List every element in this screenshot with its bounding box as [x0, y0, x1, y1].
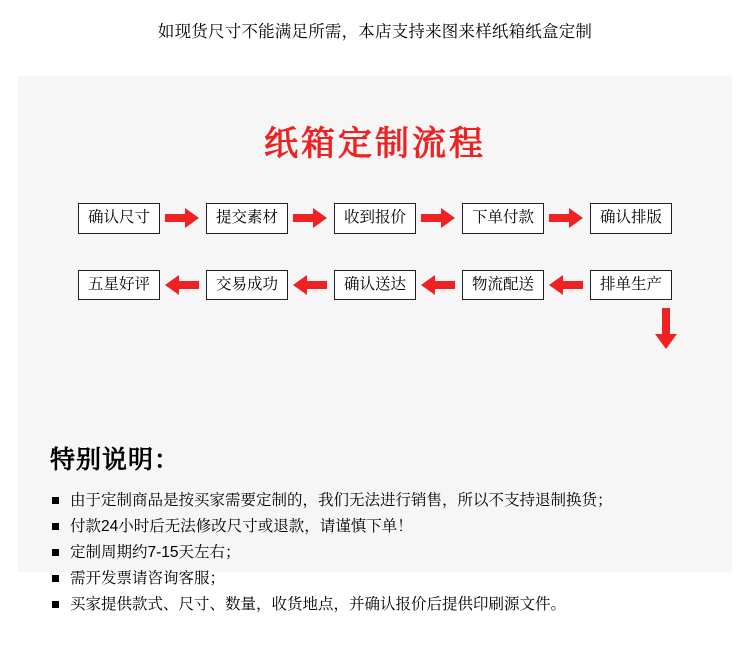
note-text: 买家提供款式、尺寸、数量，收货地点，并确认报价后提供印刷源文件。 [70, 596, 567, 613]
note-text: 需开发票请咨询客服； [70, 570, 226, 587]
note-text: 付款24小时后无法修改尺寸或退款，请谨慎下单！ [70, 518, 413, 535]
flow-panel [18, 76, 732, 613]
list-item [50, 540, 708, 566]
flow-node: 提交素材 [206, 203, 288, 234]
note-text: 由于定制商品是按买家需要定制的，我们无法进行销售，所以不支持退制换货； [70, 492, 613, 509]
flow-node: 下单付款 [462, 203, 544, 234]
list-item [50, 514, 708, 540]
square-bullet-icon [52, 497, 59, 504]
flow-node: 确认排版 [590, 203, 672, 234]
arrow-left-icon [416, 275, 462, 295]
list-item [50, 592, 708, 618]
arrow-right-icon [288, 208, 334, 228]
note-text: 定制周期约7-15天左右； [70, 544, 241, 561]
flow-row-forward [42, 203, 708, 234]
arrow-right-icon [416, 208, 462, 228]
flow-node: 确认尺寸 [78, 203, 160, 234]
flow-node: 确认送达 [334, 270, 416, 301]
arrow-left-icon [288, 275, 334, 295]
arrow-right-icon [160, 208, 206, 228]
flow-row-backward [42, 270, 708, 301]
flow-node: 交易成功 [206, 270, 288, 301]
arrow-left-icon [544, 275, 590, 295]
panel-title: 纸箱定制流程 [264, 125, 486, 163]
square-bullet-icon [52, 575, 59, 582]
square-bullet-icon [52, 601, 59, 608]
square-bullet-icon [52, 523, 59, 530]
flow-node: 五星好评 [78, 270, 160, 301]
square-bullet-icon [52, 549, 59, 556]
flow-node: 收到报价 [334, 203, 416, 234]
flow-diagram [18, 203, 732, 300]
notes-title: 特别说明： [50, 446, 181, 474]
list-item [50, 566, 708, 592]
list-item [50, 488, 708, 514]
top-note: 如现货尺寸不能满足所需，本店支持来图来样纸箱纸盒定制 [157, 23, 593, 41]
special-notes [50, 440, 708, 618]
notes-list [50, 488, 708, 618]
flow-node: 物流配送 [462, 270, 544, 301]
flow-node: 排单生产 [590, 270, 672, 301]
arrow-right-icon [544, 208, 590, 228]
arrow-down-icon [654, 308, 678, 350]
arrow-left-icon [160, 275, 206, 295]
